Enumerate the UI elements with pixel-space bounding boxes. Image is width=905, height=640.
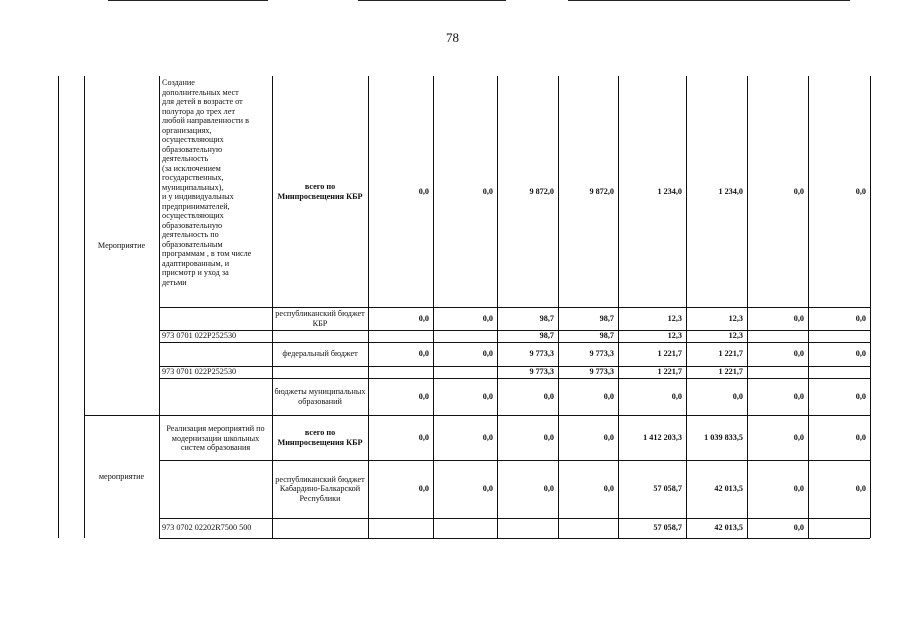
value-cell: 0,0 xyxy=(603,432,614,442)
value-cell: 0,0 xyxy=(855,484,866,494)
value-cell: 9 872,0 xyxy=(529,186,554,196)
value-cell: 0,0 xyxy=(418,432,429,442)
scan-edge-line xyxy=(568,0,850,1)
value-cell: 0,0 xyxy=(855,313,866,323)
column-border xyxy=(870,76,871,538)
scan-edge-line xyxy=(358,0,506,1)
value-cell: 98,7 xyxy=(599,313,614,323)
budget-code: 973 0702 02202R7500 500 xyxy=(162,523,252,533)
value-cell: 0,0 xyxy=(793,391,804,401)
value-cell: 1 234,0 xyxy=(718,186,743,196)
funding-source-label: республиканский бюджет КБР xyxy=(275,309,365,328)
row-border xyxy=(159,538,870,539)
funding-source-label: федеральный бюджет xyxy=(282,349,358,359)
code-value-cell: 12,3 xyxy=(728,331,743,341)
value-cell: 9 773,3 xyxy=(529,349,554,359)
value-cell: 0,0 xyxy=(543,484,554,494)
value-cell: 9 872,0 xyxy=(589,186,614,196)
budget-code: 973 0701 022P252530 xyxy=(162,331,237,341)
funding-source-label: всего по Минпросвещения КБР xyxy=(277,182,363,201)
value-cell: 0,0 xyxy=(482,484,493,494)
value-cell: 0,0 xyxy=(793,484,804,494)
value-cell: 0,0 xyxy=(418,313,429,323)
page-number: 78 xyxy=(446,30,459,45)
value-cell: 12,3 xyxy=(728,313,743,323)
measure-description: Реализация мероприятий по модернизации школьных систем образования xyxy=(166,424,265,453)
value-cell: 0,0 xyxy=(482,391,493,401)
value-cell: 1 039 833,5 xyxy=(704,432,743,442)
code-value-cell: 98,7 xyxy=(599,331,614,341)
code-value-cell: 98,7 xyxy=(539,331,554,341)
value-cell: 1 221,7 xyxy=(718,349,743,359)
value-cell: 0,0 xyxy=(732,391,743,401)
value-cell: 1 221,7 xyxy=(657,349,682,359)
value-cell: 0,0 xyxy=(482,432,493,442)
funding-source-label: всего по Минпросвещения КБР xyxy=(277,428,363,447)
value-cell: 0,0 xyxy=(543,432,554,442)
value-cell: 0,0 xyxy=(671,391,682,401)
value-cell: 0,0 xyxy=(855,349,866,359)
value-cell: 12,3 xyxy=(667,313,682,323)
value-cell: 0,0 xyxy=(418,186,429,196)
code-value-cell: 9 773,3 xyxy=(529,367,554,377)
value-cell: 0,0 xyxy=(482,349,493,359)
code-value-cell: 12,3 xyxy=(667,331,682,341)
value-cell: 0,0 xyxy=(793,349,804,359)
measure-type-label: Мероприятие xyxy=(97,240,146,250)
value-cell: 0,0 xyxy=(855,186,866,196)
value-cell: 9 773,3 xyxy=(589,349,614,359)
value-cell: 0,0 xyxy=(855,391,866,401)
table-border xyxy=(58,76,59,538)
value-cell: 1 234,0 xyxy=(657,186,682,196)
value-cell: 57 058,7 xyxy=(653,484,682,494)
funding-source-label: бюджеты муниципальных образований xyxy=(274,387,366,406)
funding-source-label: республиканский бюджет Кабардино-Балкарской Республики xyxy=(275,474,365,503)
value-cell: 0,0 xyxy=(418,391,429,401)
code-value-cell: 1 221,7 xyxy=(657,367,682,377)
value-cell: 0,0 xyxy=(418,484,429,494)
code-value-cell: 1 221,7 xyxy=(718,367,743,377)
value-cell: 0,0 xyxy=(603,391,614,401)
value-cell: 0,0 xyxy=(793,432,804,442)
code-value-cell: 0,0 xyxy=(793,523,804,533)
code-value-cell: 42 013,5 xyxy=(714,523,743,533)
value-cell: 0,0 xyxy=(543,391,554,401)
value-cell: 1 412 203,3 xyxy=(643,432,682,442)
value-cell: 0,0 xyxy=(793,186,804,196)
value-cell: 0,0 xyxy=(603,484,614,494)
measure-description: Создание дополнительных мест для детей в возрасте от полутора до трех лет любой направленности в организациях, осуществляющих образовательную деятельность (за исключением государственных, муниципальных), и у индивидуальных предпринимателей, осуществляющих образовательную деятельность по образовательным программам , в том числе адаптированным, и присмотр и уход за детьми xyxy=(162,78,252,287)
value-cell: 0,0 xyxy=(482,313,493,323)
value-cell: 0,0 xyxy=(418,349,429,359)
budget-code: 973 0701 022P252530 xyxy=(162,367,237,377)
value-cell: 0,0 xyxy=(793,313,804,323)
value-cell: 0,0 xyxy=(482,186,493,196)
value-cell: 42 013,5 xyxy=(714,484,743,494)
code-value-cell: 57 058,7 xyxy=(653,523,682,533)
measure-type-label: мероприятие xyxy=(98,471,145,481)
scan-edge-line xyxy=(108,0,268,1)
value-cell: 0,0 xyxy=(855,432,866,442)
code-value-cell: 9 773,3 xyxy=(589,367,614,377)
value-cell: 98,7 xyxy=(539,313,554,323)
